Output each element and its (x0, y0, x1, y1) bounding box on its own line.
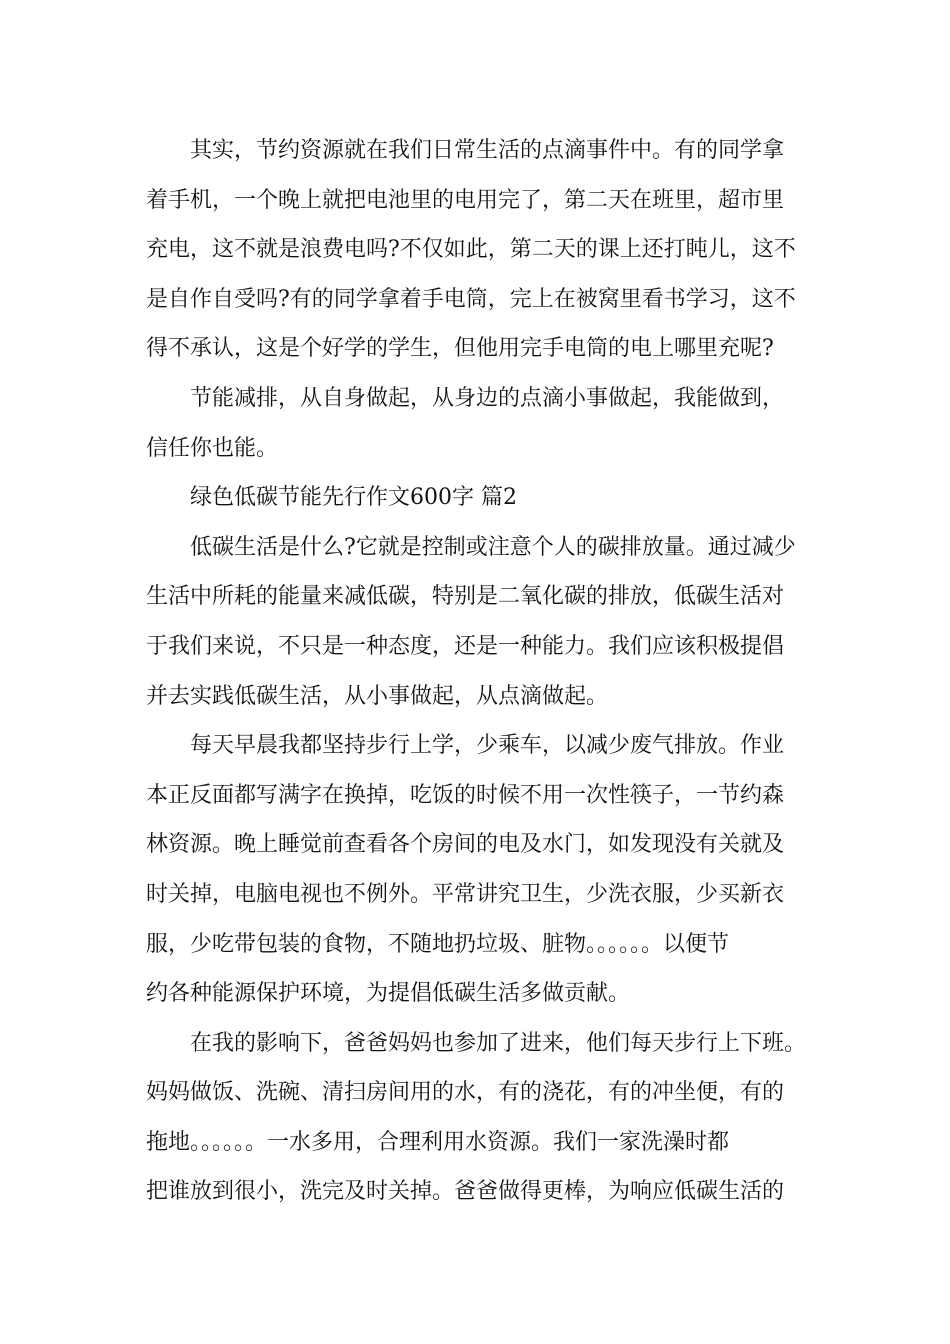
paragraph-4-line-4: 时关掉，电脑电视也不例外。平常讲究卫生，少洗衣服，少买新衣 (146, 881, 785, 907)
paragraph-4-line-5: 服，少吃带包装的食物，不随地扔垃圾、脏物。。。。。。以便节 (146, 931, 730, 957)
paragraph-3-line-1: 低碳生活是什么?它就是控制或注意个人的碳排放量。通过减少 (190, 534, 796, 560)
paragraph-4-line-1: 每天早晨我都坚持步行上学，少乘车，以减少废气排放。作业 (190, 733, 785, 759)
paragraph-5-line-2: 妈妈做饭、洗碗、清扫房间用的水，有的浇花，有的冲坐便，有的 (146, 1080, 785, 1106)
paragraph-3-line-3: 于我们来说，不只是一种态度，还是一种能力。我们应该积极提倡 (146, 633, 785, 659)
paragraph-3-line-4: 并去实践低碳生活，从小事做起，从点滴做起。 (146, 683, 609, 709)
paragraph-1-line-5: 得不承认，这是个好学的学生，但他用完手电筒的电上哪里充呢? (146, 336, 774, 362)
paragraph-5-line-1: 在我的影响下，爸爸妈妈也参加了进来，他们每天步行上下班。 (190, 1030, 807, 1056)
paragraph-5-line-3: 拖地。。。。。。一水多用，合理利用水资源。我们一家洗澡时都 (146, 1129, 730, 1155)
paragraph-4-line-2: 本正反面都写满字在换掉，吃饭的时候不用一次性筷子，一节约森 (146, 782, 785, 808)
paragraph-2-line-2: 信任你也能。 (146, 435, 279, 461)
paragraph-4-line-3: 林资源。晚上睡觉前查看各个房间的电及水门，如发现没有关就及 (146, 832, 785, 858)
section-heading: 绿色低碳节能先行作文600字 篇2 (190, 485, 517, 511)
paragraph-3-line-2: 生活中所耗的能量来减低碳，特别是二氧化碳的排放，低碳生活对 (146, 584, 785, 610)
paragraph-2-line-1: 节能减排，从自身做起，从身边的点滴小事做起，我能做到， (190, 385, 785, 411)
paragraph-5-line-4: 把谁放到很小，洗完及时关掉。爸爸做得更棒，为响应低碳生活的 (146, 1179, 785, 1205)
document-body (146, 126, 826, 1217)
paragraph-1-line-1: 其实，节约资源就在我们日常生活的点滴事件中。有的同学拿 (190, 138, 785, 163)
paragraph-1-line-2: 着手机，一个晚上就把电池里的电用完了，第二天在班里，超市里 (146, 187, 785, 213)
paragraph-1-line-3: 充电，这不就是浪费电吗?不仅如此，第二天的课上还打盹儿，这不 (146, 237, 796, 263)
paragraph-4-line-6: 约各种能源保护环境，为提倡低碳生活多做贡献。 (146, 981, 631, 1007)
paragraph-1-line-4: 是自作自受吗?有的同学拿着手电筒，完上在被窝里看书学习，这不 (146, 286, 796, 312)
